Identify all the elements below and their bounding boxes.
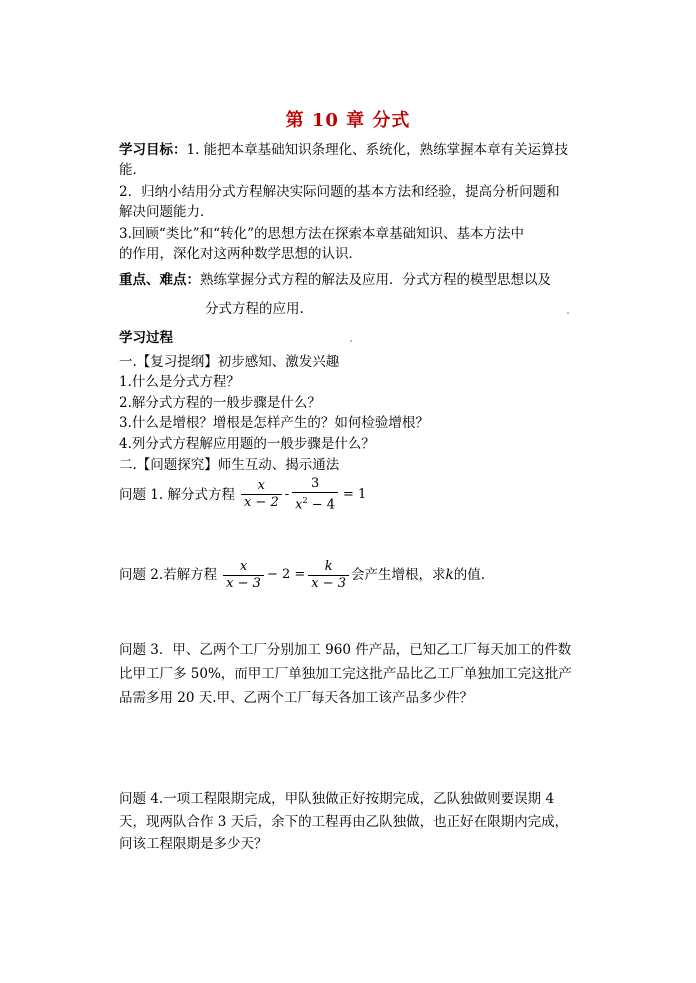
keypoints-line-1 (119, 270, 551, 290)
review-question-3: 3.什么是增根？增根是怎样产生的？如何检验增根？ (119, 415, 429, 431)
goal-1-text-b: 能． (119, 162, 146, 178)
problem-1-fraction-1 (241, 478, 282, 511)
fraction-numerator: k (308, 559, 349, 576)
goal-3-text-a: 3.回顾“类比”和“转化”的思想方法在探索本章基础知识、基本方法中 (119, 226, 524, 242)
problem-2 (119, 558, 485, 592)
section-1-heading: 一.【复习提纲】初步感知、激发兴趣 (119, 354, 340, 370)
goal-2-text-a: 2．归纳小结用分式方程解决实际问题的基本方法和经验，提高分析问题和 (119, 184, 560, 200)
problem-1 (119, 476, 367, 513)
problem-2-suffix-b: 的值. (453, 567, 486, 583)
section-2-heading: 二.【问题探究】师生互动、揭示通法 (119, 457, 340, 473)
problem-4-line-3: 问该工程限期是多少天？ (119, 836, 268, 852)
review-question-4: 4.列分式方程解应用题的一般步骤是什么？ (119, 436, 375, 452)
fraction-denominator (292, 493, 338, 513)
review-question-1: 1.什么是分式方程？ (119, 374, 240, 390)
fraction-denominator: x − 2 (243, 495, 279, 511)
equation-rhs: = 1 (343, 486, 367, 502)
problem-4-line-1: 问题 4.一项工程限期完成，甲队独做正好按期完成，乙队独做则要误期 4 (119, 791, 555, 807)
goals-line-1 (119, 140, 568, 160)
goals-label: 学习目标： (119, 142, 187, 158)
fraction-denominator: x − 3 (226, 575, 261, 591)
chapter-title: 第 10 章 分式 (285, 110, 411, 131)
problem-3-line-2: 比甲工厂多 50%，而甲工厂单独加工完这批产品比乙工厂单独加工完这批产 (119, 666, 572, 682)
fraction-numerator: 3 (292, 476, 338, 493)
denominator-tail: − 4 (307, 497, 336, 513)
review-question-2: 2.解分式方程的一般步骤是什么？ (119, 395, 321, 411)
equation-middle: − 2 = (266, 567, 306, 582)
speck-mark (350, 340, 352, 342)
keypoints-text-a: 熟练掌握分式方程的解法及应用．分式方程的模型思想以及 (200, 272, 551, 288)
problem-2-fraction-2 (308, 559, 349, 592)
process-heading: 学习过程 (119, 330, 173, 346)
keypoints-label: 重点、难点： (119, 272, 200, 288)
problem-1-prefix: 问题 1. 解分式方程 (119, 486, 235, 503)
problem-3-line-3: 品需多用 20 天.甲、乙两个工厂每天各加工该产品多少件？ (119, 690, 474, 706)
goal-3-text-b: 的作用，深化对这两种数学思想的认识． (119, 246, 362, 262)
problem-2-variable: k (445, 567, 454, 583)
fraction-denominator: x − 3 (311, 575, 347, 591)
problem-1-fraction-2 (292, 476, 338, 513)
speck-mark (567, 312, 569, 314)
goal-1-text-a: 1. 能把本章基础知识条理化、系统化，熟练掌握本章有关运算技 (186, 142, 569, 158)
denominator-base: x (295, 497, 303, 513)
problem-4-line-2: 天，现两队合作 3 天后，余下的工程再由乙队独做，也正好在限期内完成， (119, 814, 569, 830)
goal-2-text-b: 解决问题能力． (119, 204, 214, 220)
denominator-exponent: 2 (302, 496, 308, 505)
problem-2-fraction-1 (223, 559, 264, 592)
fraction-numerator: x (241, 478, 282, 495)
problem-2-prefix: 问题 2.若解方程 (119, 567, 218, 583)
problem-3-line-1: 问题 3．甲、乙两个工厂分别加工 960 件产品，已知乙工厂每天加工的件数 (119, 642, 572, 658)
minus-sign: - (284, 486, 290, 502)
fraction-numerator: x (223, 559, 264, 576)
problem-2-suffix-a: 会产生增根，求 (351, 567, 446, 583)
keypoints-text-b: 分式方程的应用. (205, 301, 304, 317)
